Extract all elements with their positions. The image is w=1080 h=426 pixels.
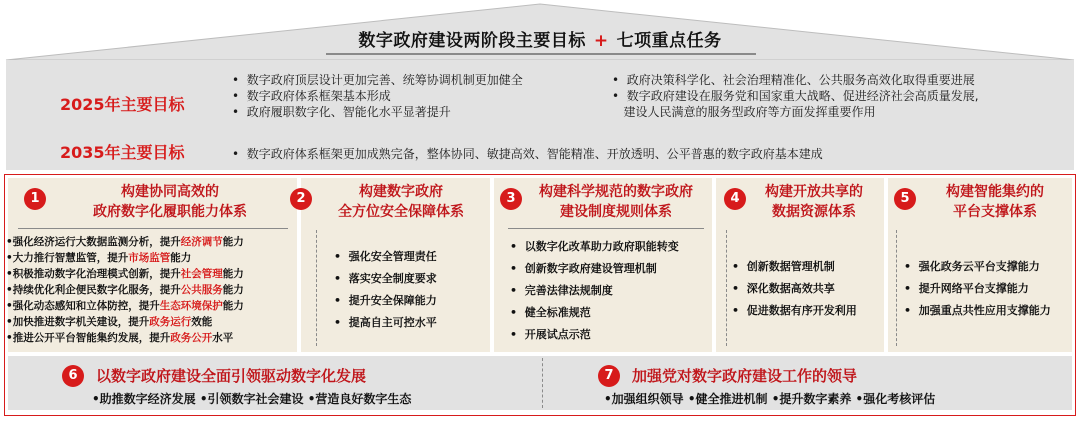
task-item: • 以数字化改革助力政府职能转变	[510, 240, 679, 253]
dashed-divider	[726, 230, 727, 346]
goal-2025-left-item: • 政府履职数字化、智能化水平显著提升	[232, 105, 451, 119]
goal-2025-right-item: 建设人民满意的服务型政府等方面发挥重要作用	[623, 105, 876, 119]
task-2-items	[334, 246, 437, 334]
title-plus: +	[593, 31, 609, 51]
task-title: 构建数字政府 全方位安全保障体系	[338, 184, 464, 220]
task-item: • 深化数据高效共享	[732, 282, 835, 295]
goal-2025-right-item: • 数字政府建设在服务党和国家重大战略、促进经济社会高质量发展,	[612, 89, 979, 103]
task-1-items	[6, 234, 244, 346]
task-number-badge: 2	[290, 188, 312, 210]
task-title: 构建开放共享的 数据资源体系	[765, 184, 863, 220]
divider	[18, 228, 288, 229]
task-item: •强化动态感知和立体防控，提升生态环境保护能力	[6, 300, 244, 312]
task-title: 构建协同高效的 政府数字化履职能力体系	[93, 184, 247, 220]
task-item: • 健全标准规范	[510, 306, 591, 319]
task-item: •积极推动数字化治理模式创新，提升社会管理能力	[6, 268, 244, 280]
task-number-badge: 7	[598, 365, 620, 387]
goal-2025-label: 2025年主要目标	[60, 95, 185, 114]
task-item: • 创新数据管理机制	[732, 260, 835, 273]
task-item: • 提升网络平台支撑能力	[904, 282, 1029, 295]
goal-2025-left-item: • 数字政府顶层设计更加完善、统筹协调机制更加健全	[232, 73, 523, 87]
task-item: • 提升安全保障能力	[334, 294, 437, 307]
page-title	[0, 26, 1080, 51]
task-4-items	[732, 256, 857, 322]
task-item: • 开展试点示范	[510, 328, 591, 341]
task-item: • 提高自主可控水平	[334, 316, 437, 329]
goal-2035-label: 2035年主要目标	[60, 143, 185, 162]
task-item: •加快推进数字机关建设，提升政务运行效能	[6, 316, 213, 328]
dashed-divider	[542, 358, 543, 408]
task-item: • 促进数据有序开发利用	[732, 304, 857, 317]
task-item: • 落实安全制度要求	[334, 272, 437, 285]
title-left: 数字政府建设两阶段主要目标	[358, 31, 586, 51]
goal-2035-text: • 数字政府体系框架更加成熟完备，整体协同、敏捷高效、智能精准、开放透明、公平普惠的数字政府基本建成	[232, 147, 823, 161]
task-item: • 完善法律法规制度	[510, 284, 613, 297]
task-item: • 强化政务云平台支撑能力	[904, 260, 1040, 273]
task-item: •强化经济运行大数据监测分析，提升经济调节能力	[6, 236, 244, 248]
task-number-badge: 3	[500, 188, 522, 210]
goal-2025-right-item: • 政府决策科学化、社会治理精准化、公共服务高效化取得重要进展	[612, 73, 975, 87]
task-item: •大力推行智慧监管，提升市场监管能力	[6, 252, 192, 264]
task-number-badge: 6	[62, 365, 84, 387]
task-6-title: 以数字政府建设全面引领驱动数字化发展	[96, 367, 367, 385]
task-item: • 加强重点共性应用支撑能力	[904, 304, 1051, 317]
dashed-divider	[316, 230, 317, 346]
divider	[508, 228, 704, 229]
task-7-sub: •加强组织领导 •健全推进机制 •提升数字素养 •强化考核评估	[604, 392, 936, 406]
task-item: •推进公开平台智能集约发展，提升政务公开水平	[6, 332, 234, 344]
task-title: 构建科学规范的数字政府 建设制度规则体系	[539, 184, 693, 220]
task-7-title: 加强党对数字政府建设工作的领导	[632, 367, 858, 385]
task-title: 构建智能集约的 平台支撑体系	[946, 184, 1044, 220]
task-5-items	[904, 256, 1051, 322]
goal-2025-right-list	[612, 72, 979, 120]
goal-2025-left-list	[232, 72, 523, 120]
dashed-divider	[896, 230, 897, 346]
task-6-sub: •助推数字经济发展 •引领数字社会建设 •营造良好数字生态	[92, 392, 412, 406]
task-number-badge: 4	[724, 188, 746, 210]
task-3-items	[510, 236, 679, 346]
task-number-badge: 5	[894, 188, 916, 210]
task-item: • 强化安全管理责任	[334, 250, 437, 263]
task-number-badge: 1	[24, 188, 46, 210]
task-item: •持续优化利企便民数字化服务，提升公共服务能力	[6, 284, 244, 296]
title-right: 七项重点任务	[616, 31, 722, 51]
goal-2025-left-item: • 数字政府体系框架基本形成	[232, 89, 391, 103]
task-item: • 创新数字政府建设管理机制	[510, 262, 657, 275]
